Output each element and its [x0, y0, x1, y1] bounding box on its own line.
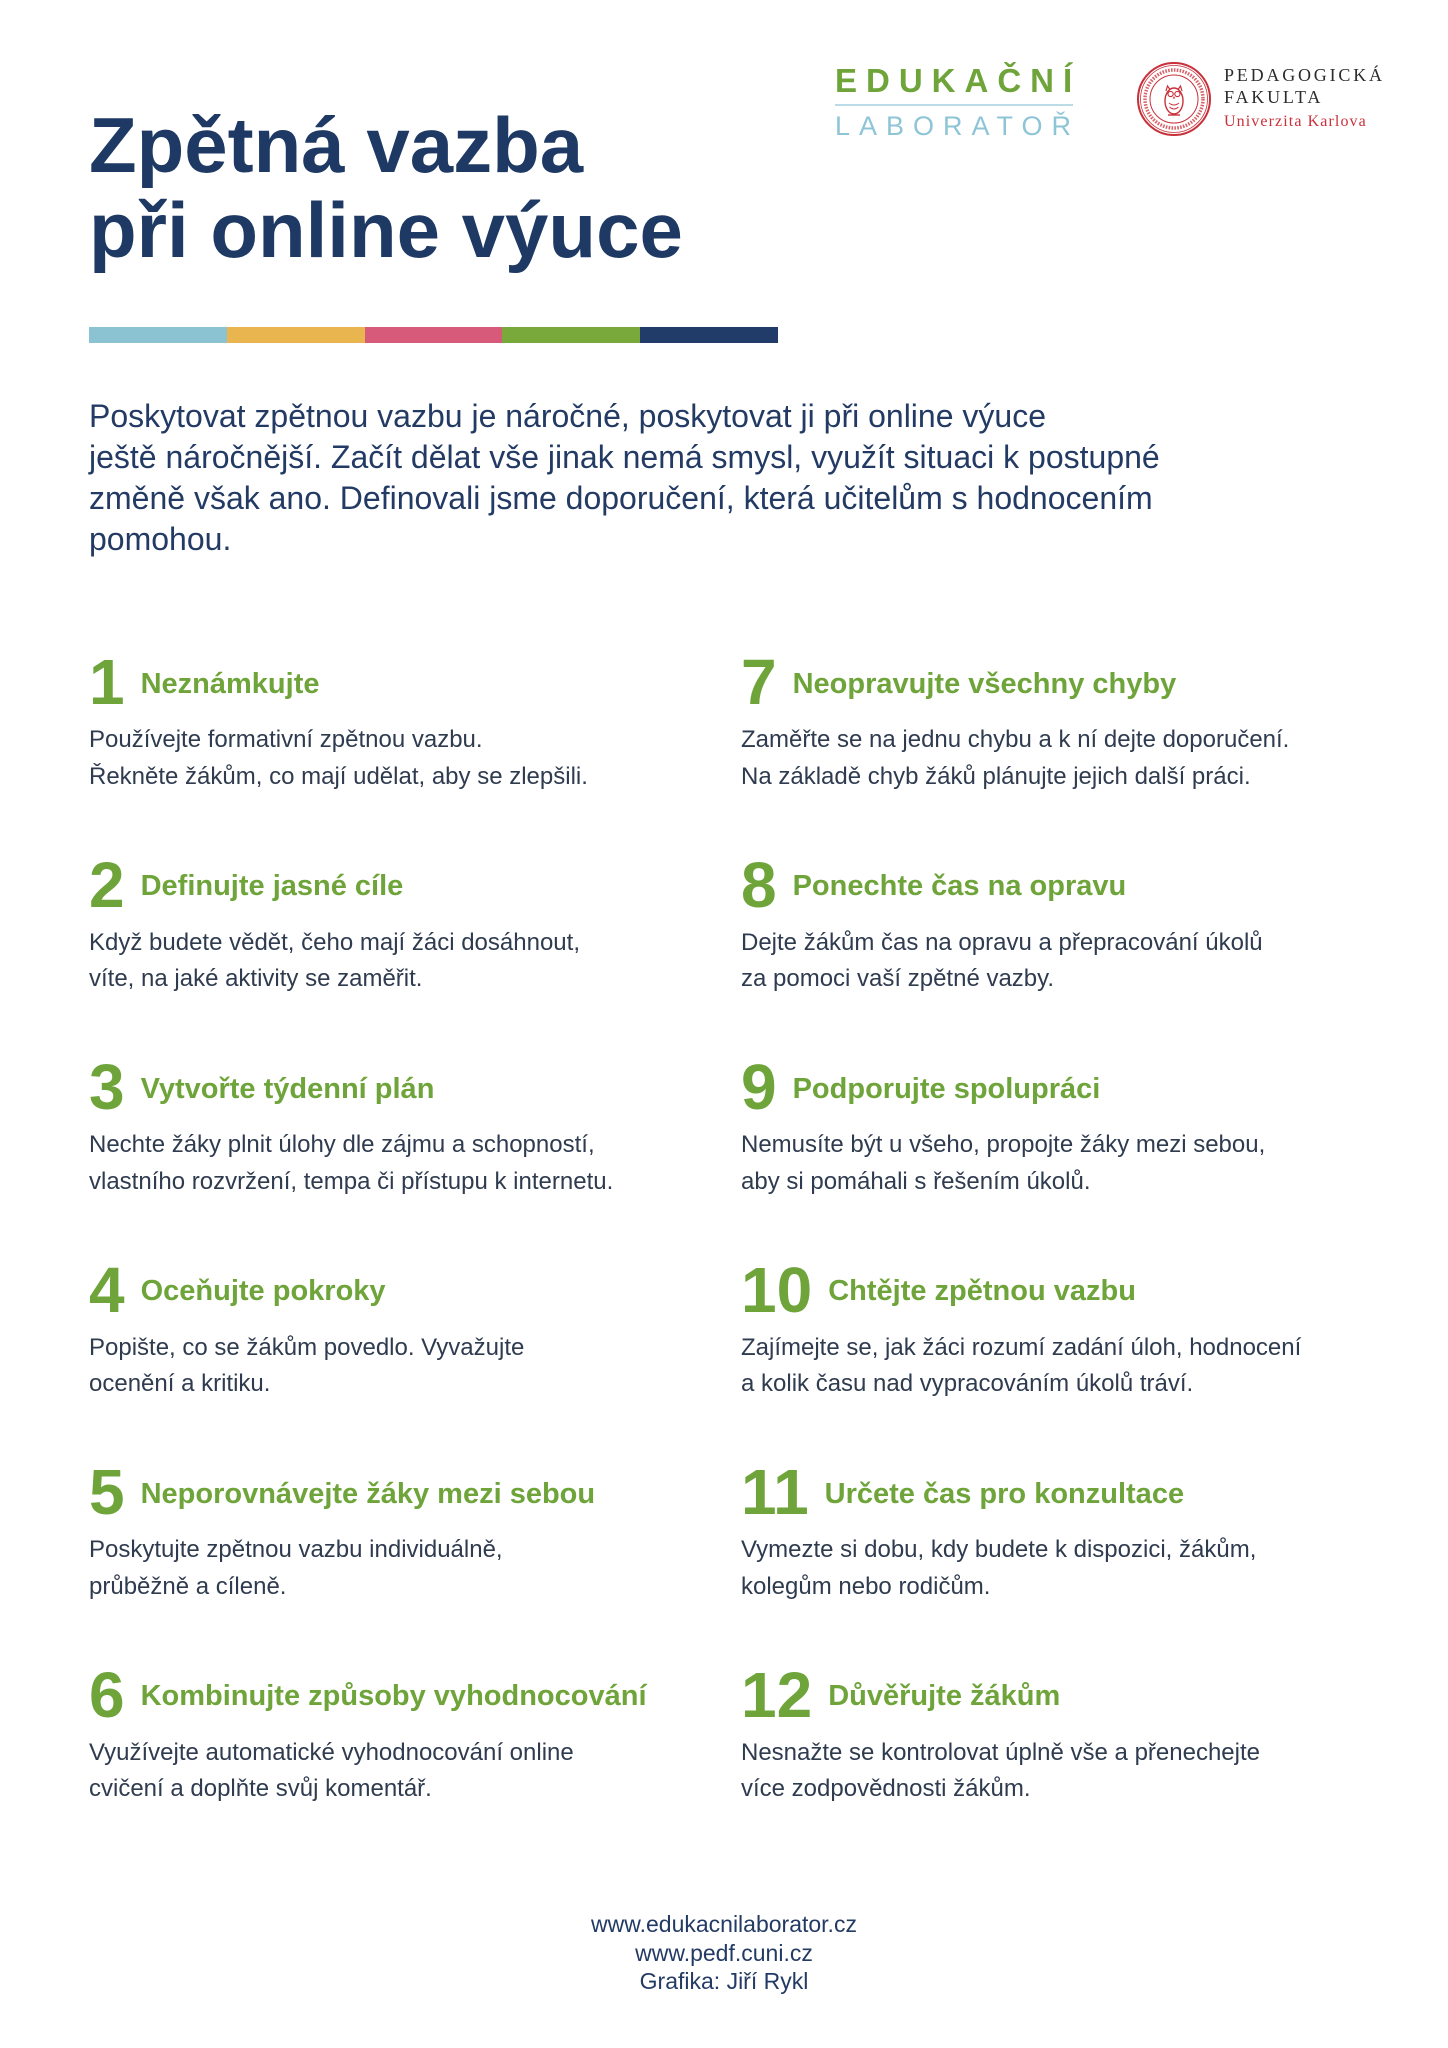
- pedf-name-line2: FAKULTA: [1224, 87, 1324, 107]
- tip-number: 11: [741, 1456, 809, 1528]
- footer: [0, 1910, 1448, 1996]
- tip-item: [89, 1051, 741, 1258]
- tip-description: [89, 1330, 741, 1403]
- tip-description-line: víte, na jaké aktivity se zaměřit.: [89, 965, 423, 992]
- page-title-line1: Zpětná vazba: [89, 101, 584, 189]
- tip-heading: Definujte jasné cíle: [140, 870, 404, 902]
- color-stripe-segment: [89, 327, 227, 343]
- tip-item: [89, 646, 741, 853]
- tip-header: [741, 1051, 1361, 1123]
- tip-number: 7: [741, 646, 777, 718]
- color-stripe-segment: [227, 327, 365, 343]
- tip-description-line: kolegům nebo rodičům.: [741, 1572, 991, 1600]
- tip-heading: Oceňujte pokroky: [140, 1275, 386, 1307]
- tip-item: [741, 646, 1361, 853]
- pedf-logo-text: [1224, 64, 1385, 133]
- tip-description-line: Když budete vědět, čeho mají žáci dosáhnout,: [89, 928, 580, 956]
- tip-header: [741, 1658, 1361, 1731]
- tip-description-line: Nesnažte se kontrolovat úplně vše a přenechejte: [741, 1738, 1260, 1766]
- tip-number: 3: [89, 1051, 125, 1123]
- tip-description: [741, 1330, 1361, 1403]
- tip-number: 2: [89, 848, 125, 921]
- tip-description: [741, 722, 1361, 795]
- tip-description-line: Řekněte žákům, co mají udělat, aby se zlepšili.: [89, 762, 588, 790]
- tip-header: [89, 1456, 741, 1528]
- page-title: [89, 103, 683, 273]
- tip-description-line: Popište, co se žákům povedlo. Vyvažujte: [89, 1333, 525, 1361]
- intro-line: Poskytovat zpětnou vazbu je náročné, poskytovat ji při online výuce: [89, 398, 1046, 434]
- tip-item: [741, 1658, 1361, 1866]
- tip-header: [89, 646, 741, 718]
- tip-description-line: Dejte žákům čas na opravu a přepracování úkolů: [741, 928, 1263, 956]
- tip-heading: Určete čas pro konzultace: [824, 1477, 1185, 1510]
- tip-description-line: průběžně a cíleně.: [89, 1572, 287, 1600]
- tip-description-line: vlastního rozvržení, tempa či přístupu k internetu.: [89, 1167, 614, 1195]
- tip-heading: Neporovnávejte žáky mezi sebou: [140, 1477, 596, 1510]
- tip-number: 4: [89, 1253, 125, 1326]
- tip-header: [89, 1658, 741, 1731]
- tip-description-line: Nemusíte být u všeho, propojte žáky mezi sebou,: [741, 1131, 1266, 1158]
- tip-number: 10: [741, 1253, 813, 1326]
- tip-description-line: Poskytujte zpětnou vazbu individuálně,: [89, 1536, 503, 1563]
- tip-description-line: za pomoci vaší zpětné vazby.: [741, 965, 1055, 992]
- tip-heading: Vytvořte týdenní plán: [140, 1072, 435, 1105]
- tip-description: [741, 1735, 1361, 1808]
- tip-heading: Chtějte zpětnou vazbu: [828, 1275, 1136, 1307]
- tip-number: 9: [741, 1051, 777, 1123]
- tip-item: [89, 1253, 741, 1461]
- tip-description-line: aby si pomáhali s řešením úkolů.: [741, 1167, 1091, 1195]
- tip-heading: Podporujte spolupráci: [792, 1072, 1101, 1105]
- tip-description-line: a kolik času nad vypracováním úkolů tráví.: [741, 1370, 1194, 1397]
- tip-description: [741, 1127, 1361, 1200]
- color-stripe-segment: [365, 327, 503, 343]
- tip-item: [741, 1253, 1361, 1461]
- tip-item: [741, 1051, 1361, 1258]
- page-title-line2: při online výuce: [89, 186, 683, 274]
- color-stripe-segment: [640, 327, 778, 343]
- logo-divider: [835, 104, 1073, 106]
- tip-heading: Ponechte čas na opravu: [792, 870, 1127, 902]
- tip-description-line: Používejte formativní zpětnou vazbu.: [89, 726, 483, 753]
- tip-description-line: Zajímejte se, jak žáci rozumí zadání úloh, hodnocení: [741, 1333, 1302, 1361]
- tip-heading: Neopravujte všechny chyby: [792, 667, 1177, 700]
- tip-heading: Kombinujte způsoby vyhodnocování: [140, 1680, 647, 1712]
- color-stripe: [89, 327, 778, 343]
- tip-description-line: Na základě chyb žáků plánujte jejich další práci.: [741, 762, 1251, 790]
- tip-description-line: ocenění a kritiku.: [89, 1370, 271, 1397]
- tip-header: [89, 1051, 741, 1123]
- tip-header: [741, 646, 1361, 718]
- tip-header: [89, 848, 741, 921]
- tip-description: [741, 1532, 1361, 1605]
- tip-item: [741, 848, 1361, 1056]
- tip-description-line: Zaměřte se na jednu chybu a k ní dejte doporučení.: [741, 726, 1290, 753]
- tip-item: [89, 1658, 741, 1866]
- tip-description: [89, 722, 741, 795]
- intro-line: pomohou.: [89, 521, 232, 557]
- tip-description-line: více zodpovědnosti žákům.: [741, 1775, 1031, 1802]
- university-name: Univerzita Karlova: [1224, 113, 1367, 130]
- tip-header: [741, 848, 1361, 921]
- tip-header: [89, 1253, 741, 1326]
- tip-number: 5: [89, 1456, 125, 1528]
- color-stripe-segment: [502, 327, 640, 343]
- tip-item: [89, 848, 741, 1056]
- graphics-credit: Grafika: Jiří Rykl: [639, 1968, 809, 1994]
- tip-description-line: Využívejte automatické vyhodnocování online: [89, 1738, 574, 1766]
- intro-line: změně však ano. Definovali jsme doporučení, která učitelům s hodnocením: [89, 480, 1153, 516]
- tip-description: [89, 925, 741, 998]
- tips-list: [89, 646, 1361, 1865]
- owl-seal-icon: [1136, 61, 1212, 137]
- intro-paragraph: [89, 396, 1160, 560]
- tip-description-line: Nechte žáky plnit úlohy dle zájmu a schopností,: [89, 1131, 595, 1158]
- tip-header: [741, 1456, 1361, 1528]
- intro-line: ještě náročnější. Začít dělat vše jinak nemá smysl, využít situaci k postupné: [89, 439, 1160, 475]
- edukacni-laborator-logo: [835, 62, 1082, 141]
- tip-number: 12: [741, 1658, 813, 1731]
- tip-description: [89, 1127, 741, 1200]
- tip-heading: Důvěřujte žákům: [828, 1680, 1061, 1712]
- tip-number: 6: [89, 1658, 125, 1731]
- tip-item: [741, 1456, 1361, 1663]
- tip-description: [89, 1735, 741, 1808]
- tip-header: [741, 1253, 1361, 1326]
- tip-number: 1: [89, 646, 125, 718]
- tip-heading: Neznámkujte: [140, 667, 320, 700]
- tip-description: [741, 925, 1361, 998]
- pedf-name-line1: PEDAGOGICKÁ: [1224, 65, 1385, 85]
- tip-description: [89, 1532, 741, 1605]
- tip-number: 8: [741, 848, 777, 921]
- pedf-link[interactable]: www.pedf.cuni.cz: [635, 1939, 813, 1966]
- edukacni-laborator-link[interactable]: www.edukacnilaborator.cz: [591, 1911, 857, 1937]
- logo-edukacni-text: EDUKAČNÍ: [835, 62, 1082, 99]
- logo-laborator-text: LABORATOŘ: [835, 111, 1081, 141]
- tip-description-line: Vymezte si dobu, kdy budete k dispozici, žákům,: [741, 1536, 1257, 1563]
- tip-description-line: cvičení a doplňte svůj komentář.: [89, 1775, 432, 1802]
- tip-item: [89, 1456, 741, 1663]
